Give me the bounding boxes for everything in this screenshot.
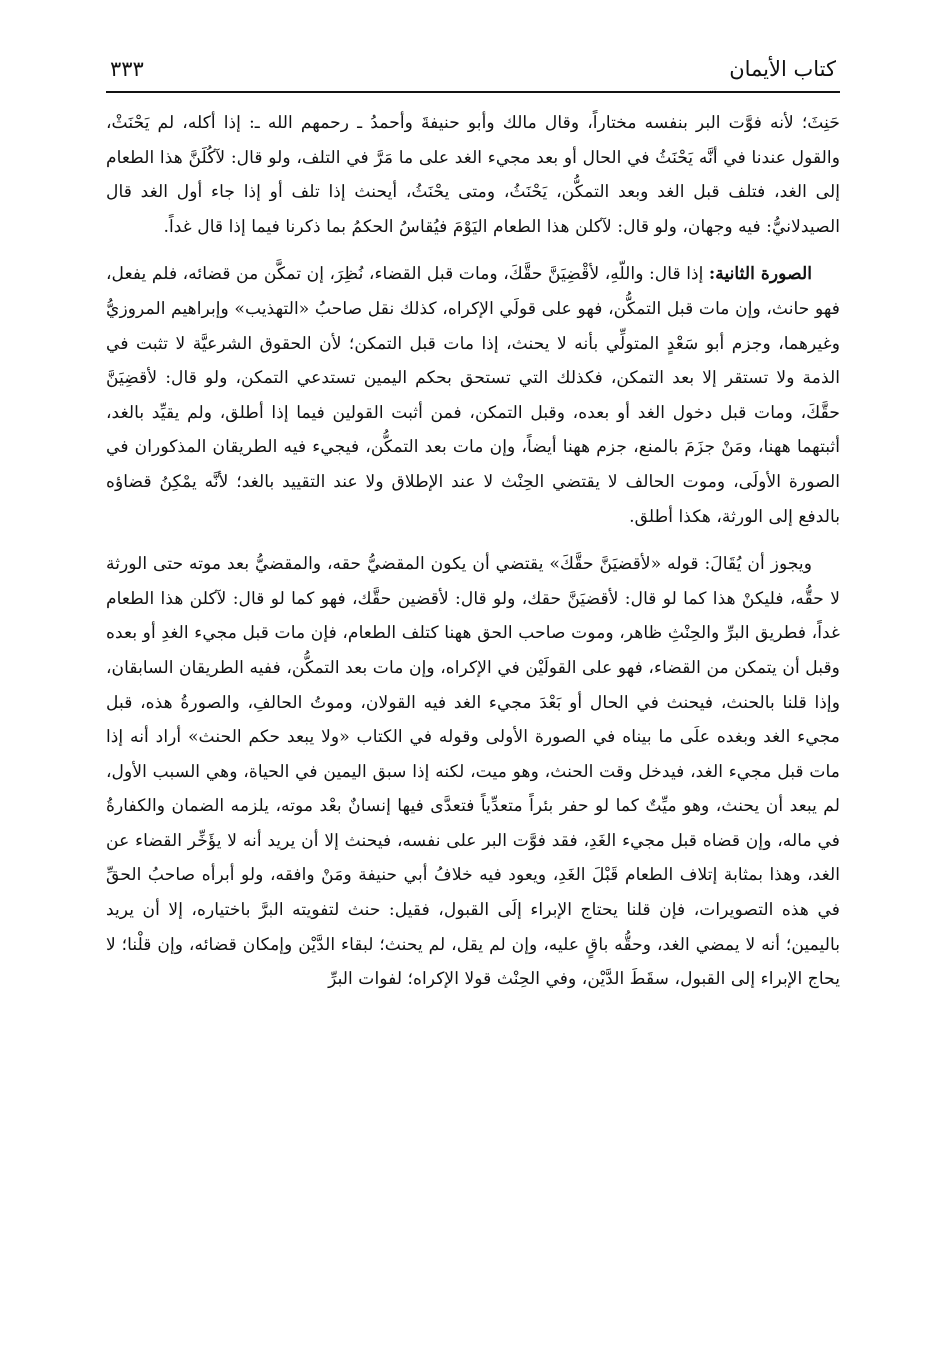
running-header <box>110 52 836 86</box>
chapter-title: كتاب الأيمان <box>729 57 836 81</box>
paragraph-text: ويجوز أن يُقَالَ: قوله «لأقضيَنَّ حقَّكَ» يقتضي أن يكون المقضيُّ حقه، والمقضيُّ بعد موته حتى الورثة لا حقُّه، فليكنْ هذا كما لو قال: لأقضيَنَّ حقك، ولو قال: لأقضين حقَّك، فهو كما لو قال: لآكلن هذا الطعام غداً، فطريق البرِّ والحِنْثِ ظاهر، وموت صاحب الحق ههنا كتلف الطعام، فإن مات قبل مجيء الغدِ أو بعده وقبل أن يتمكن من القضاء، فهو على القولَيْن في الإكراه، وإن مات بعد التمكُّن، ففيه الطريقان السابقان، وإذا قلنا بالحنث، فيحنث في الحال أو بَعْدَ مجيء الغد فيه القولان، وموتُ الحالفِ، والصورةُ هذه، قبل مجيء الغد وبغده علَى ما بيناه في الصورة الأولى وقوله في الكتاب «ولا يبعد حكم الحنث» أراد أنه إذا مات قبل مجيء الغد، فيدخل وقت الحنث، وهو ميت، لكنه إذا سبق اليمين في الحياة، وهي السبب الأول، لم يبعد أن يحنث، وهو ميِّتٌ كما لو حفر بئراً متعدِّياً فتعدَّى فيها إنسانٌ بعْد موته، يلزمه الضمان والكفارةُ في ماله، وإن قضاه قبل مجيء الغَدِ، فقد فوَّت البر على نفسه، فيحنث إلا أن يريد أنه لا يؤَخِّر القضاء عن الغد، وهذا بمثابة إتلاف الطعام قَبْلَ الغَدِ، ويعود فيه خلافُ أبي حنيفة ومَنْ وافقه، ولو أبرأه صاحبُ الحقِّ في هذه التصويرات، فإن قلنا يحتاج الإبراء إلَى القبول، فقيل: حنث لتفويته البرَّ باختياره، إلا أن يريد باليمين؛ أنه لا يمضي الغد، وحقُّه باقٍ عليه، وإن لم يقل، لم يحنث؛ لبقاء الدَّيْن وإمكان قضائه، وإن قلْنا؛ لا يحاج الإبراء إلى القبول، سقَطَ الدَّيْن، وفي الحِنْث قولا الإكراه؛ لفوات البرِّ <box>106 554 840 990</box>
header-divider <box>106 91 840 93</box>
paragraph-text: حَنِثَ؛ لأنه فوَّت البر بنفسه مختاراً، وقال مالك وأبو حنيفةَ وأحمدُ ـ رحمهم الله ـ: إذا أكله، لم يَحْنَثْ، والقول عندنا في أنَّه يَحْنَثُ في الحال أو بعد مجيء الغد على ما مَرَّ في التلف، ولو قال: لآكُلَنَّ هذا الطعام إلى الغد، فتلف قبل الغد وبعد التمكُّن، يَحْنَثُ، ومتى يحْنَثُ، أيحنث إذا تلف أو إذا جاء أول الغد قال الصيدلانيُّ: فيه وجهان، ولو قال: لآكلن هذا الطعام اليَوْمَ فيُقاسُ الحكمُ بما ذكرنا فيما إذا قال غداً. <box>106 113 840 237</box>
paragraph <box>106 547 840 997</box>
paragraph-text: إذا قال: واللّهِ، لأقْضِيَنَّ حقَّكَ، ومات قبل القضاء، نُظِرَ، إن تمكَّن من قضائه، فلم يفعل، فهو حانث، وإن مات قبل التمكُّن، فهو على قولَي الإكراه، كذلك نقل صاحبُ «التهذيب» وإبراهيم المروزيُّ وغيرهما، وجزم أبو سَعْدٍ المتولِّي بأنه لا يحنث، إذا مات قبل التمكن؛ لأن الحقوق الشرعيَّة لا تثبت في الذمة ولا تستقر إلا بعد التمكن، فكذلك التي تستحق بحكم اليمين تستدعي التمكن، ولو قال: لأقضِيَنَّ حقَّكَ، ومات قبل دخول الغد أو بعده، وقبل التمكن، فمن أثبت القولين فيما إذا أطلق، ولم يقيِّد بالغد، أثبتهما ههنا، ومَنْ جزَمَ بالمنع، جزم ههنا أيضاً، وإن مات بعد التمكُّن، فيجيء فيه الطريقان المذكوران في الصورة الأولَى، وموت الحالف لا يقتضي الحِنْث لا عند الإطلاق ولا عند التقييد بالغد؛ لأنَّه يمْكِنُ قضاؤه بالدفع إلى الورثة، هكذا أطلق. <box>106 264 840 527</box>
body-text <box>106 106 840 997</box>
page-number: ٣٣٣ <box>110 57 144 81</box>
paragraph <box>106 106 840 244</box>
section-heading: الصورة الثانية: <box>708 264 812 285</box>
paragraph <box>106 257 840 534</box>
